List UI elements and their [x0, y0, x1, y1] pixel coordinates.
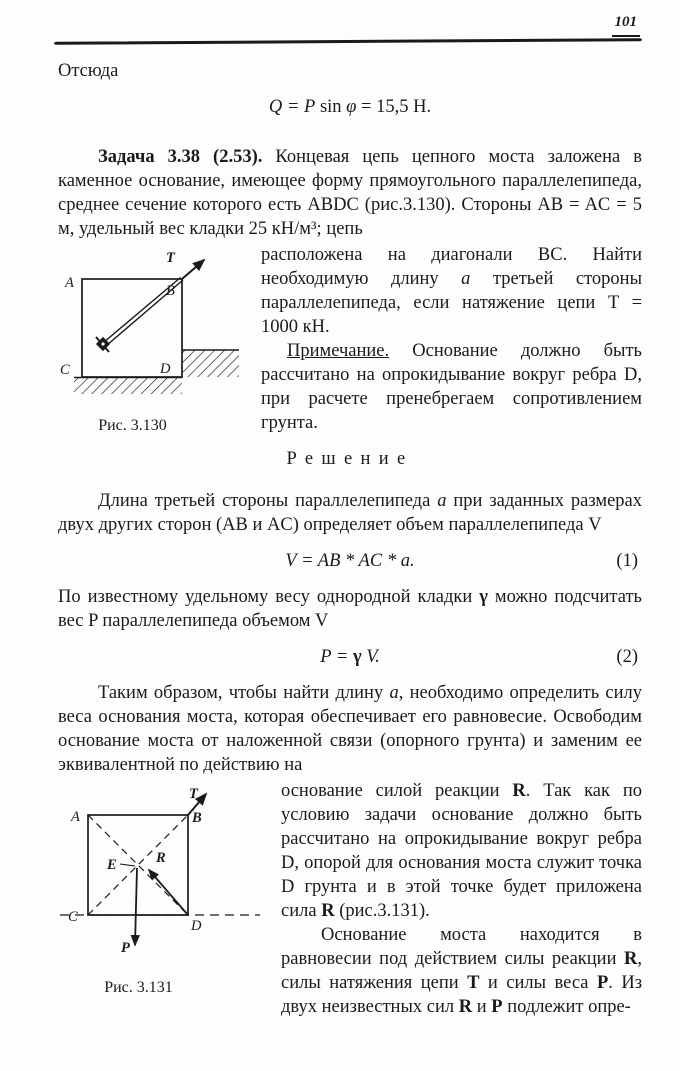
- label-b: B: [166, 283, 175, 299]
- solution-figure-section: [58, 779, 642, 1048]
- equation-q: [58, 95, 642, 119]
- top-rule: [54, 38, 642, 45]
- solution-para-2: По известному удельному весу однородной кладки γ можно подсчитать вес P параллелепипеда объемом V: [58, 587, 642, 631]
- figure-3-131-caption: Рис. 3.131: [104, 979, 173, 996]
- figure-3-130: [58, 249, 243, 438]
- figure-3-130-caption: Рис. 3.130: [98, 417, 167, 434]
- label-d: D: [160, 361, 171, 377]
- center-pointer-line: [120, 864, 135, 866]
- label-d: D: [191, 918, 202, 934]
- label-c: C: [68, 909, 78, 925]
- solution-para-1: Длина третьей стороны параллелепипеда а при заданных размерах двух других сторон (AB и AC) определяет объем параллелепипеда V: [58, 491, 643, 535]
- equation-2-number: (2): [616, 647, 638, 667]
- equation-2-text: P = γ V.: [320, 647, 380, 667]
- label-a: A: [71, 809, 80, 825]
- page-number: 101: [612, 10, 641, 37]
- tension-arrow: [182, 260, 204, 279]
- solution-para-5: Основание моста находится в равновесии под действием силы реакции R, силы натяжения цепи T и силы веса P. Из двух неизвестных сил R и P подлежит опре-: [281, 925, 643, 1017]
- solution-heading: Решение: [286, 449, 414, 469]
- problem-figure-section: [58, 243, 642, 483]
- label-t: T: [166, 250, 175, 266]
- equation-1-text: V = AB * AC * a.: [285, 551, 415, 571]
- equation-1: [58, 549, 642, 573]
- equation-q-text: Q = P sin φ = 15,5 Н.: [268, 97, 432, 117]
- figure-3-131: [58, 785, 263, 1000]
- equation-1-number: (1): [616, 551, 638, 571]
- label-t: T: [189, 786, 198, 802]
- solution-para-3: Таким образом, чтобы найти длину а, необходимо определить силу веса основания моста, которая обеспечивает его равновесие. Освободим основание моста от наложенной связи (опорного грунта) и заменим ее эквивалентной по действию на: [58, 683, 642, 775]
- note-paragraph: Примечание. Основание должно быть рассчитано на опрокидывание вокруг ребра D, при расчете пренебрегаем сопротивлением грунта.: [261, 341, 642, 433]
- solution-para-4: основание силой реакции R. Так как по условию задачи основание должно быть рассчитано на опрокидывание вокруг ребра D, опорой для основания моста служит точка D грунта и в этой точке будет приложена сила R (рис.3.131).: [281, 781, 642, 921]
- figure-3-130-drawing: [58, 249, 243, 401]
- figure-3-131-drawing: [58, 785, 263, 963]
- label-r: R: [156, 850, 166, 866]
- problem-statement-part2: расположена на диагонали BC. Найти необходимую длину а третьей стороны параллелепипеда, если натяжение цепи T = 1000 кН.: [261, 245, 642, 337]
- reaction-arrow: [149, 870, 188, 915]
- dashed-diagonals: [88, 815, 188, 915]
- label-e: E: [107, 857, 117, 873]
- label-a: A: [65, 275, 74, 291]
- label-b: B: [192, 810, 202, 826]
- problem-statement-part1: Задача 3.38 (2.53). Концевая цепь цепного моста заложена в каменное основание, имеющее форму прямоугольного параллелепипеда, среднее сечение которого есть ABDC (рис.3.130). Стороны AB = AC = 5 м, удельный вес кладки 25 кН/м³; цепь: [58, 147, 642, 239]
- label-p: P: [121, 940, 130, 956]
- weight-arrow: [135, 868, 137, 945]
- equation-2: [58, 645, 642, 669]
- hence-text: Отсюда: [58, 61, 119, 81]
- label-c: C: [60, 362, 70, 378]
